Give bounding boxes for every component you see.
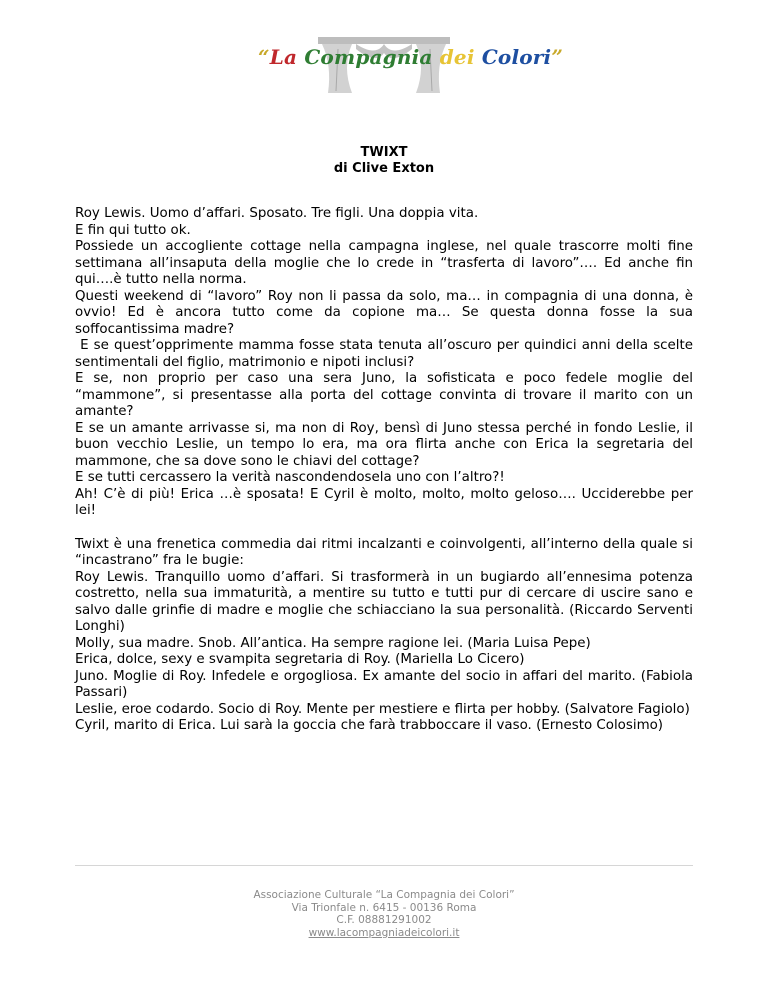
footer-tax-code: C.F. 08881291002 [336,914,432,926]
paragraph: E se tutti cercassero la verità nascondendosela uno con l’altro?! [75,470,505,485]
page-title: TWIXT [360,145,408,160]
paragraph: E se, non proprio per caso una sera Juno, la sofisticata e poco fedele moglie del “mammone”, si presentasse alla porta del cottage convinta di trovare il marito con un amante? [75,371,693,419]
logo-text: “La Compagnia dei Colori” [258,45,564,69]
paragraph: Possiede un accogliente cottage nella campagna inglese, nel quale trascorre molti fine settimana all’insaputa della moglie che lo crede in “trasferta di lavoro”…. Ed anche fin qui….è tutto nella norma. [75,239,693,287]
website-link[interactable]: www.lacompagniadeicolori.it [308,926,460,939]
paragraph: Leslie, eroe codardo. Socio di Roy. Mente per mestiere e flirta per hobby. (Salvatore Fagiolo) [75,701,690,717]
paragraph: E se quest’opprimente mamma fosse stata tenuta all’oscuro per quindici anni della scelte sentimentali del figlio, matrimonio e nipoti inclusi? [75,338,698,370]
footer-address: Via Trionfale n. 6415 - 00136 Roma [291,901,477,914]
logo [258,35,564,95]
paragraph: Cyril, marito di Erica. Lui sarà la goccia che farà trabboccare il vaso. (Ernesto Colosimo) [75,718,664,733]
paragraph: Juno. Moglie di Roy. Infedele e orgogliosa. Ex amante del socio in affari del marito. (Fabiola Passari) [75,668,693,700]
paragraph: Roy Lewis. Uomo d’affari. Sposato. Tre figli. Una doppia vita. [75,206,479,221]
paragraph-gap [75,520,693,537]
paragraph: Ah! C’è di più! Erica …è sposata! E Cyril è molto, molto, molto geloso…. Ucciderebbe per lei! [75,486,693,518]
paragraph: Erica, dolce, sexy e svampita segretaria di Roy. (Mariella Lo Cicero) [75,652,525,667]
paragraph: Molly, sua madre. Snob. All’antica. Ha sempre ragione lei. (Maria Luisa Pepe) [75,635,591,651]
paragraph: E fin qui tutto ok. [75,222,191,238]
paragraph: E se un amante arrivasse si, ma non di Roy, bensì di Juno stessa perché in fondo Leslie, il buon vecchio Leslie, un tempo lo era, ma ora flirta anche con Erica la segretaria del mammone, che sa dove sono le chiavi del cottage? [75,420,693,469]
footer-divider [75,865,693,866]
footer [0,889,768,939]
paragraph: Roy Lewis. Tranquillo uomo d’affari. Si trasformerà in un bugiardo all’ennesima potenza costretto, nella sua immaturità, a mentire su tutto e tutti pur di cercare di uscire sano e salvo dalle grinfie di madre e moglie che schiacciano la sua personalità. (Riccardo Serventi Longhi) [75,569,693,634]
title-block [0,145,768,177]
author-line: di Clive Exton [333,161,435,176]
document-body [75,206,698,735]
paragraph: Questi weekend di “lavoro” Roy non li passa da solo, ma… in compagnia di una donna, è ovvio! Ed è ancora tutto come da copione ma… Se questa donna fosse la sua soffocantissima madre? [75,288,693,337]
footer-association: Associazione Culturale “La Compagnia dei Colori” [253,889,515,901]
paragraph: Twixt è una frenetica commedia dai ritmi incalzanti e coinvolgenti, all’interno della quale si “incastrano” fra le bugie: [75,536,693,568]
